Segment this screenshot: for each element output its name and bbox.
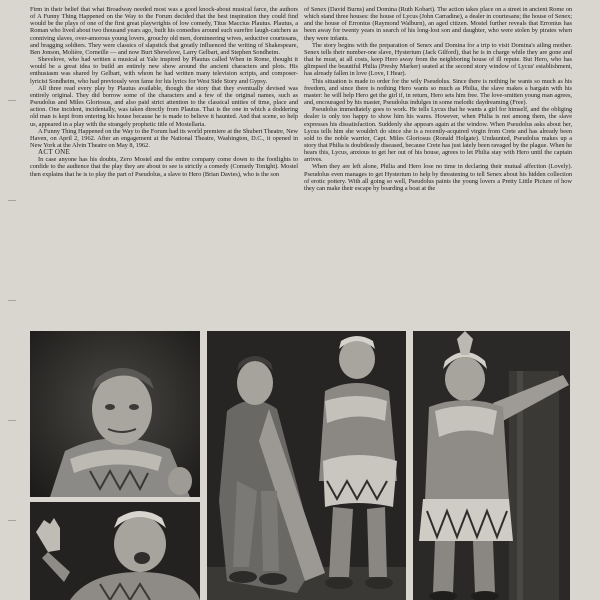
left-text-column [30, 6, 298, 178]
gutter-mark [8, 520, 16, 521]
liner-note-paragraph: Firm in their belief that what Broadway needed most was a good knock-about musical farce, the authors of A Funny Thing Happened on the Way to the Forum decided that the best inspiration they could find would be the plays of one of the first great playwrights of low comedy, Titus Maccius Plautus. Plautus, a Roman who lived about two thousand years ago, built his comedies around such surefire laugh-catchers as conniving slaves, over-amorous young lovers, grouchy old men, domineering wives, seductive courtesans, and bragging soldiers. They were classics of slapstick that greatly influenced the writing of Shakespeare, Ben Jonson, Molière, Corneille — and now Burt Shevelove, Larry Gelbart, and Stephen Sondheim. [30, 6, 298, 56]
photo-mostel-portrait [30, 331, 200, 497]
photo-mostel-singing [30, 502, 200, 600]
liner-note-paragraph: Pseudolus immediately goes to work. He tells Lycus that he wants a girl for himself, and the obliging dealer is only too happy to show him his wares. However, when Philia is not among them, the slave expresses his dissatisfaction. Suddenly she appears again at the window. When Pseudolus asks about her, Lycus tells him she wouldn't do since she is a recently-acquired virgin from Crete and has already been sold to the noble warrior, Capt. Miles Gloriosus (Ronald Holgate). Undaunted, Pseudolus makes up a story that Philia is doubtlessly diseased, because Crete has just lately been ravaged by the plague. When he hears this, Lycus, anxious to get her out of his house, agrees to let Philia stay with Hero until the captain arrives. [304, 106, 572, 164]
photo-two-actors-caped [207, 331, 406, 600]
liner-note-paragraph: When they are left alone, Philia and Hero lose no time in declaring their mutual affection (Lovely). Pseudolus even manages to get Hysterium to help by threatening to tell Senex about his hidden collection of erotic pottery. With all going so well, Pseudolus paints the young lovers a Pretty Little Picture of how they can make their escape by boarding a boat at the [304, 163, 572, 192]
liner-note-paragraph: Shevelove, who had written a musical at Yale inspired by Plautus called When in Rome, thought it would be a great idea to build an entirely new show around the ancient characters and plots. His enthusiasm was shared by Gelbart, with whom he had written many television scripts, and composer-lyricist Sondheim, who had previously won fame for his lyrics for West Side Story and Gypsy. [30, 56, 298, 85]
gutter-mark [8, 420, 16, 421]
liner-note-paragraph: A Funny Thing Happened on the Way to the Forum had its world premiere at the Shubert Theatre, New Haven, on April 2, 1962. After an engagement at the National Theatre, Washington, D.C., it opened in New York at the Alvin Theatre on May 8, 1962. [30, 127, 298, 149]
liner-note-paragraph: of Senex (David Burns) and Domina (Ruth Kobart). The action takes place on a street in ancient Rome on which stand three houses: the house of Lycus (John Carradine), a dealer in courtesans; the house of Senex; and the house of Erronius (Raymond Walburn), an aged citizen. Mostel further reveals that Erronius has been away for twenty years in search of his long-lost son and daughter, who were stolen by pirates when they were infants. [304, 6, 572, 42]
gutter-mark [8, 300, 16, 301]
liner-note-paragraph: This situation is made to order for the wily Pseudolus. Since there is nothing he wants so much as his freedom, and since there is nothing Hero wants so much as Philia, the slave makes a bargain with his master: he will help Hero get the girl if, in return, Hero sets him free. The love-smitten young man agrees, and, encouraged by his master, Pseudolus indulges in some melodic daydreaming (Free). [304, 77, 572, 107]
liner-note-paragraph: The story begins with the preparation of Senex and Domina for a trip to visit Domina's ailing mother. Senex tells their number-one slave, Hysterium (Jack Gilford), that he is in charge while they are gone and that he must, at all costs, keep Hero away from the neighboring house of ill repute. But Hero, who has glimpsed the beautiful Philia (Preshy Marker) seated at the second story window of Lycus' establishment, has already fallen in love (Love, I Hear). [304, 41, 572, 78]
gutter-mark [8, 200, 16, 201]
photo-mostel-armor [413, 331, 570, 600]
liner-note-paragraph: All three read every play by Plautus available, though the story that they eventually devised was entirely original. They did borrow some of the characters and a few of the original names, such as Pseudolus and Miles Gloriosus, and also paid strict attention to the classical unities of time, place and action. One incident, incidentally, was taken directly from Plautus. That is the one in which a doddering old man is kept from entering his house because he is made to believe it haunted. And that scene, so help us, appeared in a play with the strangely prophetic title of Mostellaria. [30, 84, 298, 128]
liner-note-paragraph: In case anyone has his doubts, Zero Mostel and the entire company come down to the footlights to confide to the audience that the play they are about to see is strictly a comedy (Comedy Tonight). Mostel then explains that he is to play the part of Pseudolus, a slave to Hero (Brian Davies), who is the son [30, 156, 298, 178]
act-one-heading: ACT ONE [38, 148, 71, 157]
right-text-column [304, 6, 572, 192]
gutter-mark [8, 100, 16, 101]
